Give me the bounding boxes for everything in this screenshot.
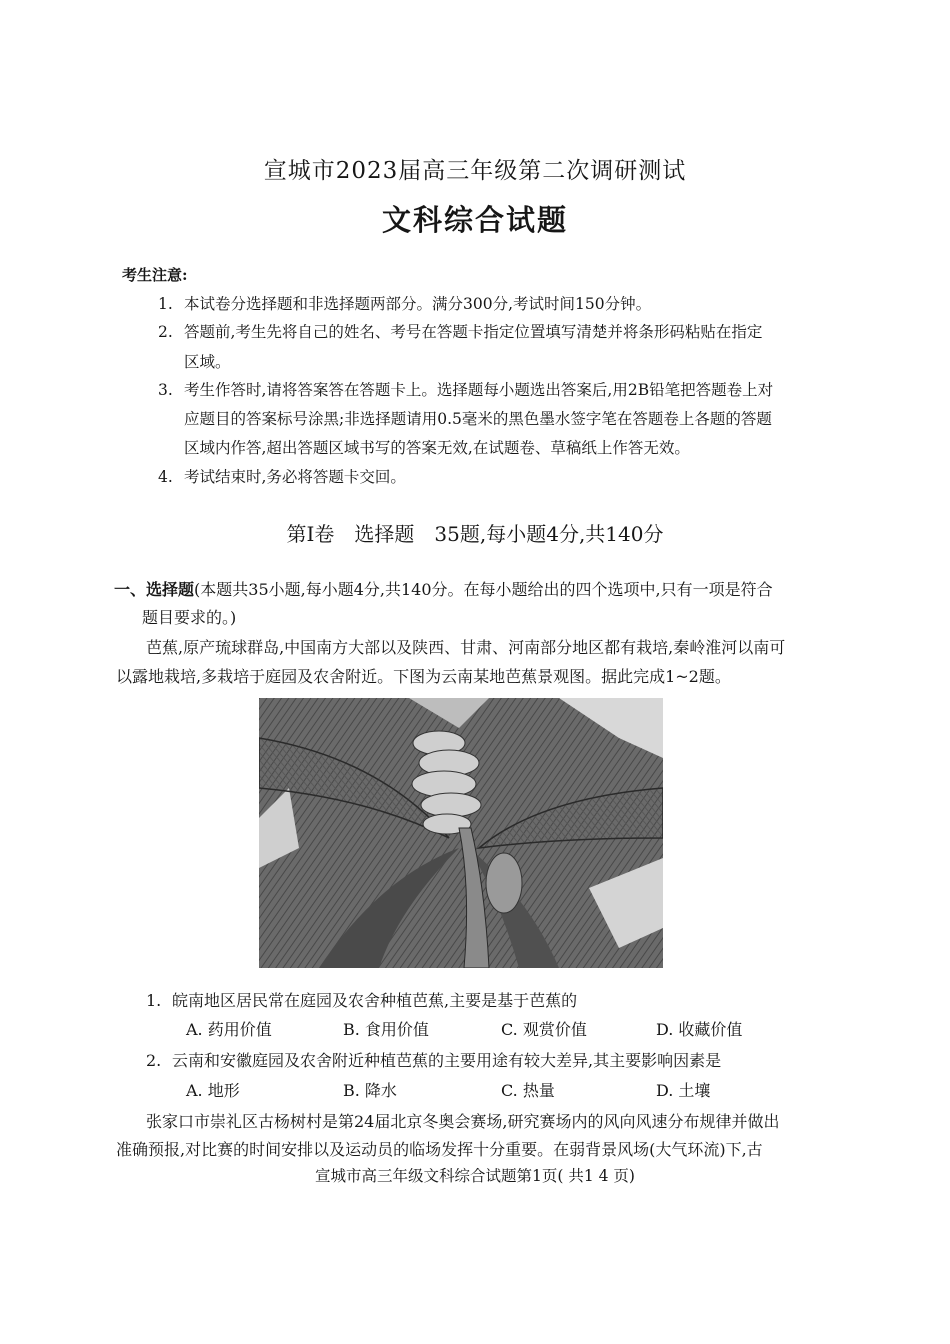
- option-c[interactable]: C. 观赏价值: [501, 1020, 587, 1039]
- option-a[interactable]: A. 药用价值: [186, 1020, 272, 1039]
- question-stem: 云南和安徽庭园及农舍附近种植芭蕉的主要用途有较大差异,其主要影响因素是: [172, 1051, 722, 1070]
- part-one-heading: 一、选择题: [114, 580, 195, 599]
- question-number: 1.: [146, 991, 162, 1010]
- question-stem: 皖南地区居民常在庭园及农舍种植芭蕉,主要是基于芭蕉的: [172, 991, 578, 1010]
- notice-item: [158, 292, 651, 314]
- notice-heading: 考生注意:: [122, 266, 188, 284]
- exam-title: 宣城市2023届高三年级第二次调研测试: [263, 158, 687, 184]
- notice-item-text: 考试结束时,务必将答题卡交回。: [184, 468, 406, 486]
- option-d[interactable]: D. 收藏价值: [656, 1020, 743, 1039]
- notice-item-number: 3.: [158, 381, 173, 399]
- notice-item: [158, 378, 773, 400]
- section-title: [0, 518, 950, 547]
- notice-item-number: 2.: [158, 323, 173, 341]
- notice-item-number: 1.: [158, 295, 173, 313]
- notice-item-number: 4.: [158, 468, 173, 486]
- section-type: 选择题: [354, 522, 415, 546]
- notice-item: [158, 465, 406, 487]
- notice-item-text: 本试卷分选择题和非选择题两部分。满分300分,考试时间150分钟。: [184, 295, 652, 313]
- notice-item-continuation: 区域。: [184, 353, 231, 371]
- passage-text: 以露地栽培,多栽培于庭园及农舍附近。下图为云南某地芭蕉景观图。据此完成1~2题。: [116, 667, 731, 686]
- exam-subtitle: 文科综合试题: [381, 203, 568, 237]
- passage-text: 张家口市崇礼区古杨树村是第24届北京冬奥会赛场,研究赛场内的风向风速分布规律并做出: [146, 1112, 780, 1131]
- question-number: 2.: [146, 1051, 162, 1070]
- question: [146, 988, 577, 1011]
- page-footer: 宣城市高三年级文科综合试题第1页( 共1 4 页): [315, 1167, 635, 1185]
- option-c[interactable]: C. 热量: [501, 1081, 555, 1100]
- part-one-intro-text: (本题共35小题,每小题4分,共140分。在每小题给出的四个选项中,只有一项是符合: [194, 580, 773, 599]
- notice-item-text: 答题前,考生先将自己的姓名、考号在答题卡指定位置填写清楚并将条形码粘贴在指定: [184, 323, 763, 341]
- passage-text: 芭蕉,原产琉球群岛,中国南方大部以及陕西、甘肃、河南部分地区都有栽培,秦岭淮河以南可: [146, 638, 786, 657]
- section-part: 第Ⅰ卷: [286, 522, 335, 546]
- option-d[interactable]: D. 土壤: [656, 1081, 711, 1100]
- section-detail: 35题,每小题4分,共140分: [434, 522, 664, 546]
- part-one-intro-continuation: 题目要求的。): [142, 608, 237, 627]
- notice-item-continuation: 区域内作答,超出答题区域书写的答案无效,在试题卷、草稿纸上作答无效。: [184, 439, 690, 457]
- notice-item-continuation: 应题目的答案标号涂黑;非选择题请用0.5毫米的黑色墨水签字笔在答题卷上各题的答题: [184, 410, 772, 428]
- notice-item: [158, 320, 762, 342]
- question: [146, 1048, 721, 1071]
- banana-plant-photo: [259, 698, 663, 968]
- part-one-intro: [114, 577, 773, 600]
- option-b[interactable]: B. 食用价值: [343, 1020, 429, 1039]
- option-b[interactable]: B. 降水: [343, 1081, 397, 1100]
- option-a[interactable]: A. 地形: [186, 1081, 240, 1100]
- notice-item-text: 考生作答时,请将答案答在答题卡上。选择题每小题选出答案后,用2B铅笔把答题卷上对: [184, 381, 774, 399]
- passage-text: 准确预报,对比赛的时间安排以及运动员的临场发挥十分重要。在弱背景风场(大气环流)下,古: [116, 1140, 763, 1159]
